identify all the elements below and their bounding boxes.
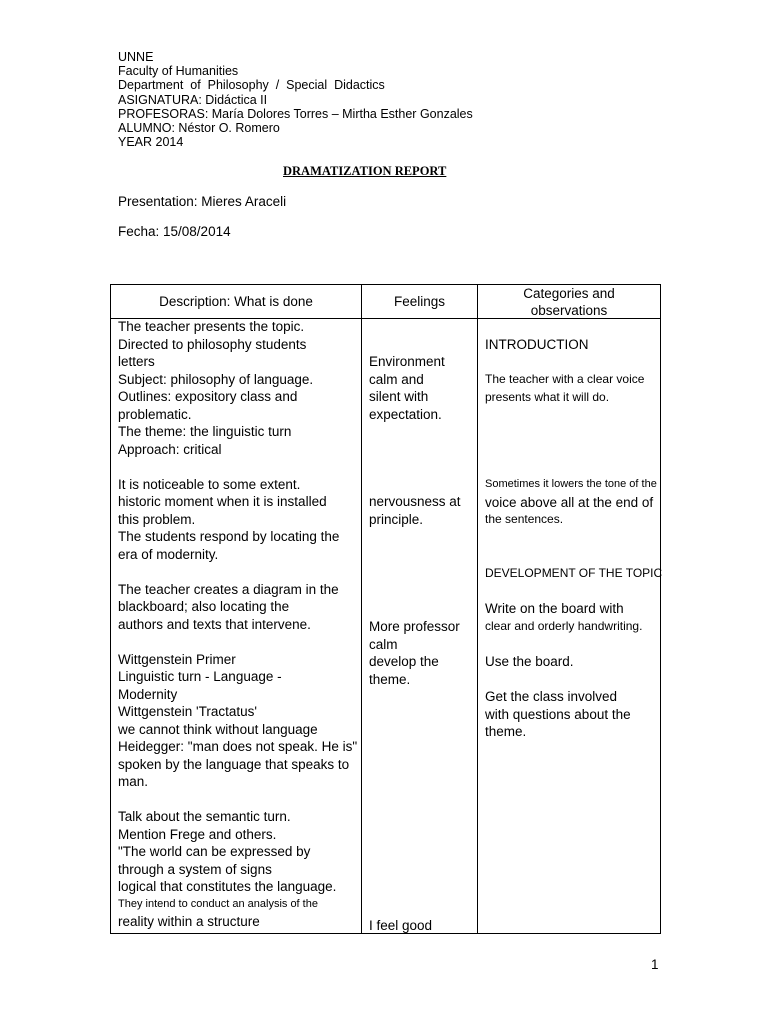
category-line: Get the class involved [485, 689, 618, 704]
feelings-line: silent with [369, 389, 429, 404]
description-line: The teacher presents the topic. [118, 319, 305, 334]
categories-column [485, 565, 662, 583]
feelings-line: Environment [369, 354, 445, 369]
feelings-line: expectation. [369, 406, 442, 422]
categories-column [485, 688, 631, 741]
header-categories: Categories and observations [523, 285, 615, 318]
category-line: presents what it will do. [485, 389, 610, 404]
feelings-line: calm and [369, 371, 424, 387]
header-subject: ASIGNATURA: Didáctica II [118, 92, 268, 107]
description-line: historic moment when it is installed [118, 494, 327, 509]
header-university: UNNE [118, 50, 154, 64]
report-title: DRAMATIZATION REPORT [283, 164, 447, 178]
description-line: "The world can be expressed by [118, 844, 311, 859]
category-line: the sentences. [485, 512, 564, 526]
document-header [118, 50, 473, 149]
description-column [118, 318, 357, 931]
feelings-column [369, 493, 461, 528]
description-line: Directed to philosophy students [118, 336, 307, 352]
presentation-line: Presentation: Mieres Araceli [118, 194, 287, 209]
description-line: Outlines: expository class and [118, 389, 298, 404]
header-description: Description: What is done [159, 294, 313, 309]
feelings-line: More professor [369, 619, 460, 634]
categories-column [485, 653, 574, 671]
report-table [110, 284, 661, 934]
feelings-line: nervousness at [369, 494, 461, 509]
description-line: this problem. [118, 511, 196, 527]
description-line: problematic. [118, 406, 192, 422]
categories-column [485, 336, 589, 354]
categories-column [485, 371, 644, 406]
category-heading: INTRODUCTION [485, 337, 589, 352]
description-line: Heidegger: "man does not speak. He is" [118, 739, 358, 754]
header-year: YEAR 2014 [118, 135, 184, 150]
feelings-line: calm [369, 636, 398, 652]
feelings-column [369, 353, 445, 423]
feelings-line: principle. [369, 511, 424, 527]
description-line: authors and texts that intervene. [118, 616, 311, 632]
page-number: 1 [651, 957, 659, 972]
description-line: Talk about the semantic turn. [118, 809, 291, 824]
description-line: Approach: critical [118, 441, 222, 457]
feelings-line: develop the [369, 654, 439, 669]
description-line: Wittgenstein 'Tractatus' [118, 704, 257, 719]
header-student: ALUMNO: Néstor O. Romero [118, 121, 280, 136]
categories-column [485, 600, 642, 635]
description-line: spoken by the language that speaks to [118, 756, 350, 772]
category-line: The teacher with a clear voice [485, 372, 645, 386]
header-faculty: Faculty of Humanities [118, 64, 239, 79]
description-line: blackboard; also locating the [118, 599, 290, 614]
description-line: logical that constitutes the language. [118, 879, 337, 894]
feelings-column [369, 618, 460, 688]
category-line: with questions about the [485, 706, 631, 722]
description-line: Wittgenstein Primer [118, 651, 236, 667]
description-line: Subject: philosophy of language. [118, 371, 314, 387]
header-department: Department of Philosophy / Special Didactics [118, 78, 385, 93]
description-line: The theme: the linguistic turn [118, 424, 292, 439]
feelings-line: I feel good [369, 918, 433, 933]
description-line: man. [118, 774, 149, 789]
category-line: Write on the board with [485, 601, 624, 616]
category-line: Sometimes it lowers the tone of the [485, 478, 657, 490]
categories-column [485, 476, 657, 529]
header-feelings: Feelings [393, 294, 446, 309]
description-line: era of modernity. [118, 546, 219, 562]
description-line: The students respond by locating the [118, 529, 340, 544]
header-teachers: PROFESORAS: María Dolores Torres – Mirtha Esther Gonzales [118, 106, 473, 121]
description-line: reality within a structure [118, 914, 260, 929]
description-line: Linguistic turn - Language - [118, 669, 282, 684]
description-line: through a system of signs [118, 861, 272, 877]
description-line: Mention Frege and others. [118, 826, 277, 842]
feelings-line: theme. [369, 671, 411, 687]
column-divider [361, 285, 362, 933]
description-line: we cannot think without language [118, 721, 318, 737]
date-line: Fecha: 15/08/2014 [118, 224, 231, 239]
category-line: voice above all at the end of [485, 494, 654, 510]
category-line: Use the board. [485, 654, 574, 669]
category-heading: DEVELOPMENT OF THE TOPIC [485, 566, 663, 580]
feelings-column [369, 917, 432, 935]
category-line: theme. [485, 724, 527, 739]
description-line: The teacher creates a diagram in the [118, 581, 339, 597]
description-line: Modernity [118, 686, 178, 702]
description-line: They intend to conduct an analysis of the [118, 897, 318, 910]
column-divider [477, 285, 478, 933]
category-line: clear and orderly handwriting. [485, 618, 643, 633]
description-line: letters [118, 354, 155, 369]
description-line: It is noticeable to some extent. [118, 476, 301, 492]
